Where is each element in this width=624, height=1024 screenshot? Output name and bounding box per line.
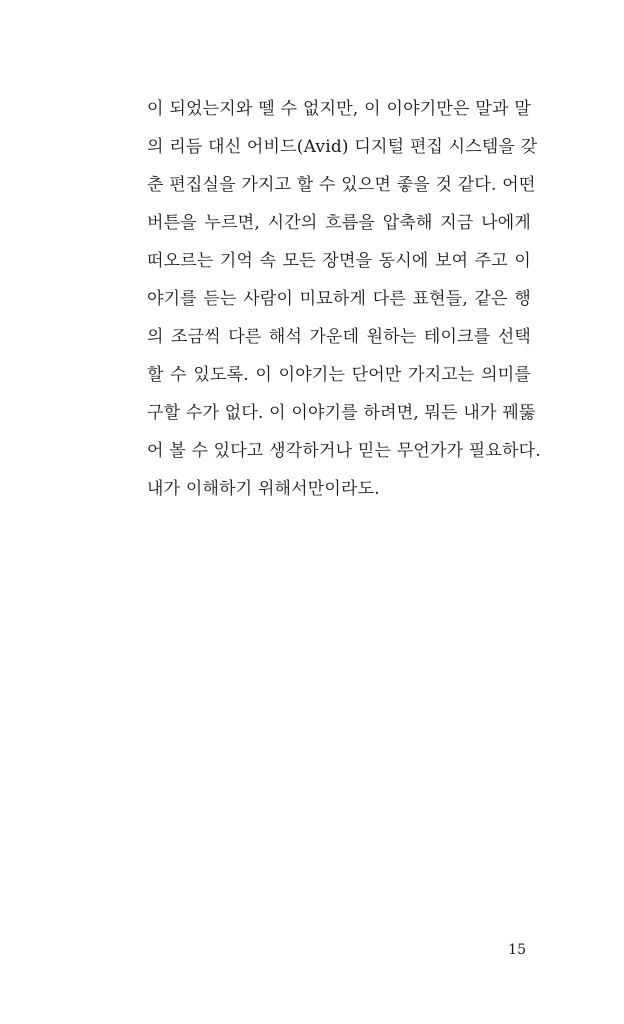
text-line: 내가 이해하기 위해서만이라도.: [147, 479, 380, 499]
page-number: 15: [508, 942, 526, 958]
text-line: 어 볼 수 있다고 생각하거나 믿는 무언가가 필요하다.: [147, 441, 541, 461]
text-line: 할 수 있도록. 이 이야기는 단어만 가지고는 의미를: [147, 365, 531, 385]
text-line: 야기를 듣는 사람이 미묘하게 다른 표현들, 같은 행: [147, 289, 531, 309]
text-line: 구할 수가 없다. 이 이야기를 하려면, 뭐든 내가 꿰뚫: [147, 403, 536, 423]
text-line: 의 리듬 대신 어비드(Avid) 디지털 편집 시스템을 갖: [147, 137, 538, 157]
body-paragraph: [147, 90, 541, 508]
text-line: 의 조금씩 다른 해석 가운데 원하는 테이크를 선택: [147, 327, 531, 347]
text-line: 떠오르는 기억 속 모든 장면을 동시에 보여 주고 이: [147, 251, 531, 271]
text-line: 버튼을 누르면, 시간의 흐름을 압축해 지금 나에게: [147, 213, 531, 233]
text-line: 이 되었는지와 뗄 수 없지만, 이 이야기만은 말과 말: [147, 99, 531, 119]
text-line: 춘 편집실을 가지고 할 수 있으면 좋을 것 같다. 어떤: [147, 175, 536, 195]
